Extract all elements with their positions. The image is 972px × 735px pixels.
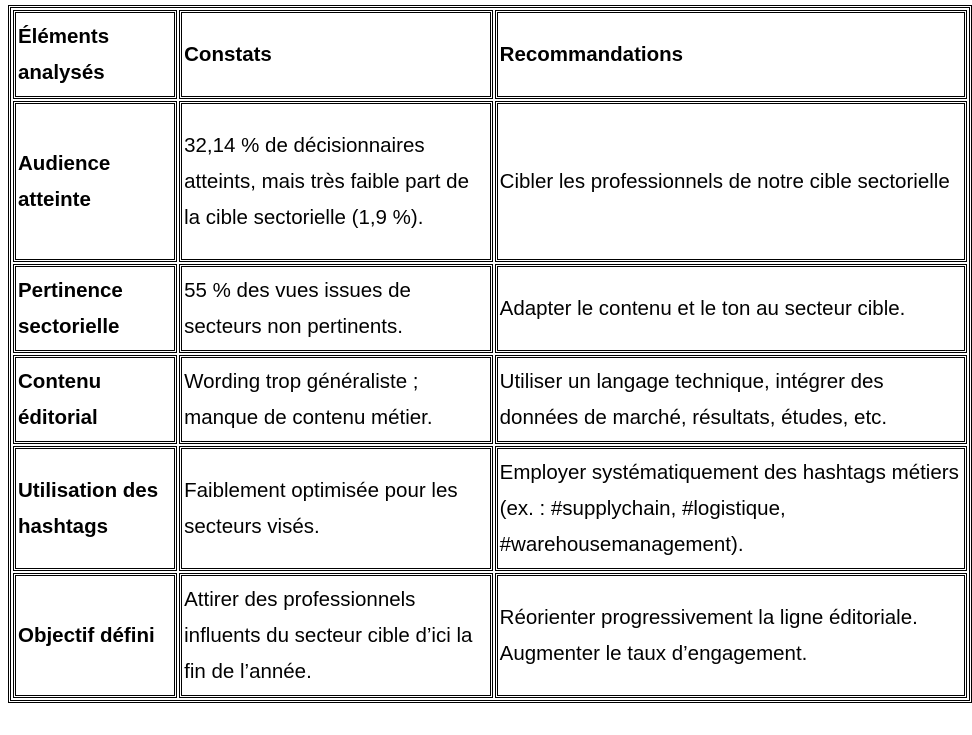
table-row xyxy=(13,101,967,262)
row-element: Objectif défini xyxy=(13,573,177,698)
row-recommandation xyxy=(495,101,967,262)
table-row xyxy=(13,355,967,444)
recommandation-line: Augmenter le taux d’engagement. xyxy=(499,641,808,665)
row-constat: Wording trop généraliste ; manque de contenu métier. xyxy=(179,355,493,444)
row-constat: Faiblement optimisée pour les secteurs visés. xyxy=(179,446,493,571)
row-element: Utilisation des hashtags xyxy=(13,446,177,571)
analysis-table xyxy=(8,5,972,703)
recommandation-line: Utiliser un langage technique, intégrer des données de marché, résultats, études, etc. xyxy=(499,369,888,429)
header-constats: Constats xyxy=(179,10,493,99)
row-element: Audience atteinte xyxy=(13,101,177,262)
row-recommandation xyxy=(495,446,967,571)
table-row xyxy=(13,446,967,571)
table-row xyxy=(13,573,967,698)
recommandation-line: Employer systématiquement des hashtags métiers (ex. : #supplychain, #logistique, #warehousemanagement). xyxy=(499,460,959,556)
row-constat: Attirer des professionnels influents du secteur cible d’ici la fin de l’année. xyxy=(179,573,493,698)
recommandation-line: Adapter le contenu et le ton au secteur cible. xyxy=(499,296,906,320)
recommandation-line: Cibler les professionnels de notre cible sectorielle xyxy=(499,169,950,193)
row-constat: 32,14 % de décisionnaires atteints, mais très faible part de la cible sectorielle (1,9 %). xyxy=(179,101,493,262)
row-recommandation xyxy=(495,264,967,353)
row-recommandation xyxy=(495,355,967,444)
row-recommandation xyxy=(495,573,967,698)
table-header-row xyxy=(13,10,967,99)
header-recommandations: Recommandations xyxy=(495,10,967,99)
header-elements: Éléments analysés xyxy=(13,10,177,99)
row-constat: 55 % des vues issues de secteurs non pertinents. xyxy=(179,264,493,353)
recommandation-line: Réorienter progressivement la ligne éditoriale. xyxy=(499,605,918,629)
row-element: Contenu éditorial xyxy=(13,355,177,444)
row-element: Pertinence sectorielle xyxy=(13,264,177,353)
table-row xyxy=(13,264,967,353)
